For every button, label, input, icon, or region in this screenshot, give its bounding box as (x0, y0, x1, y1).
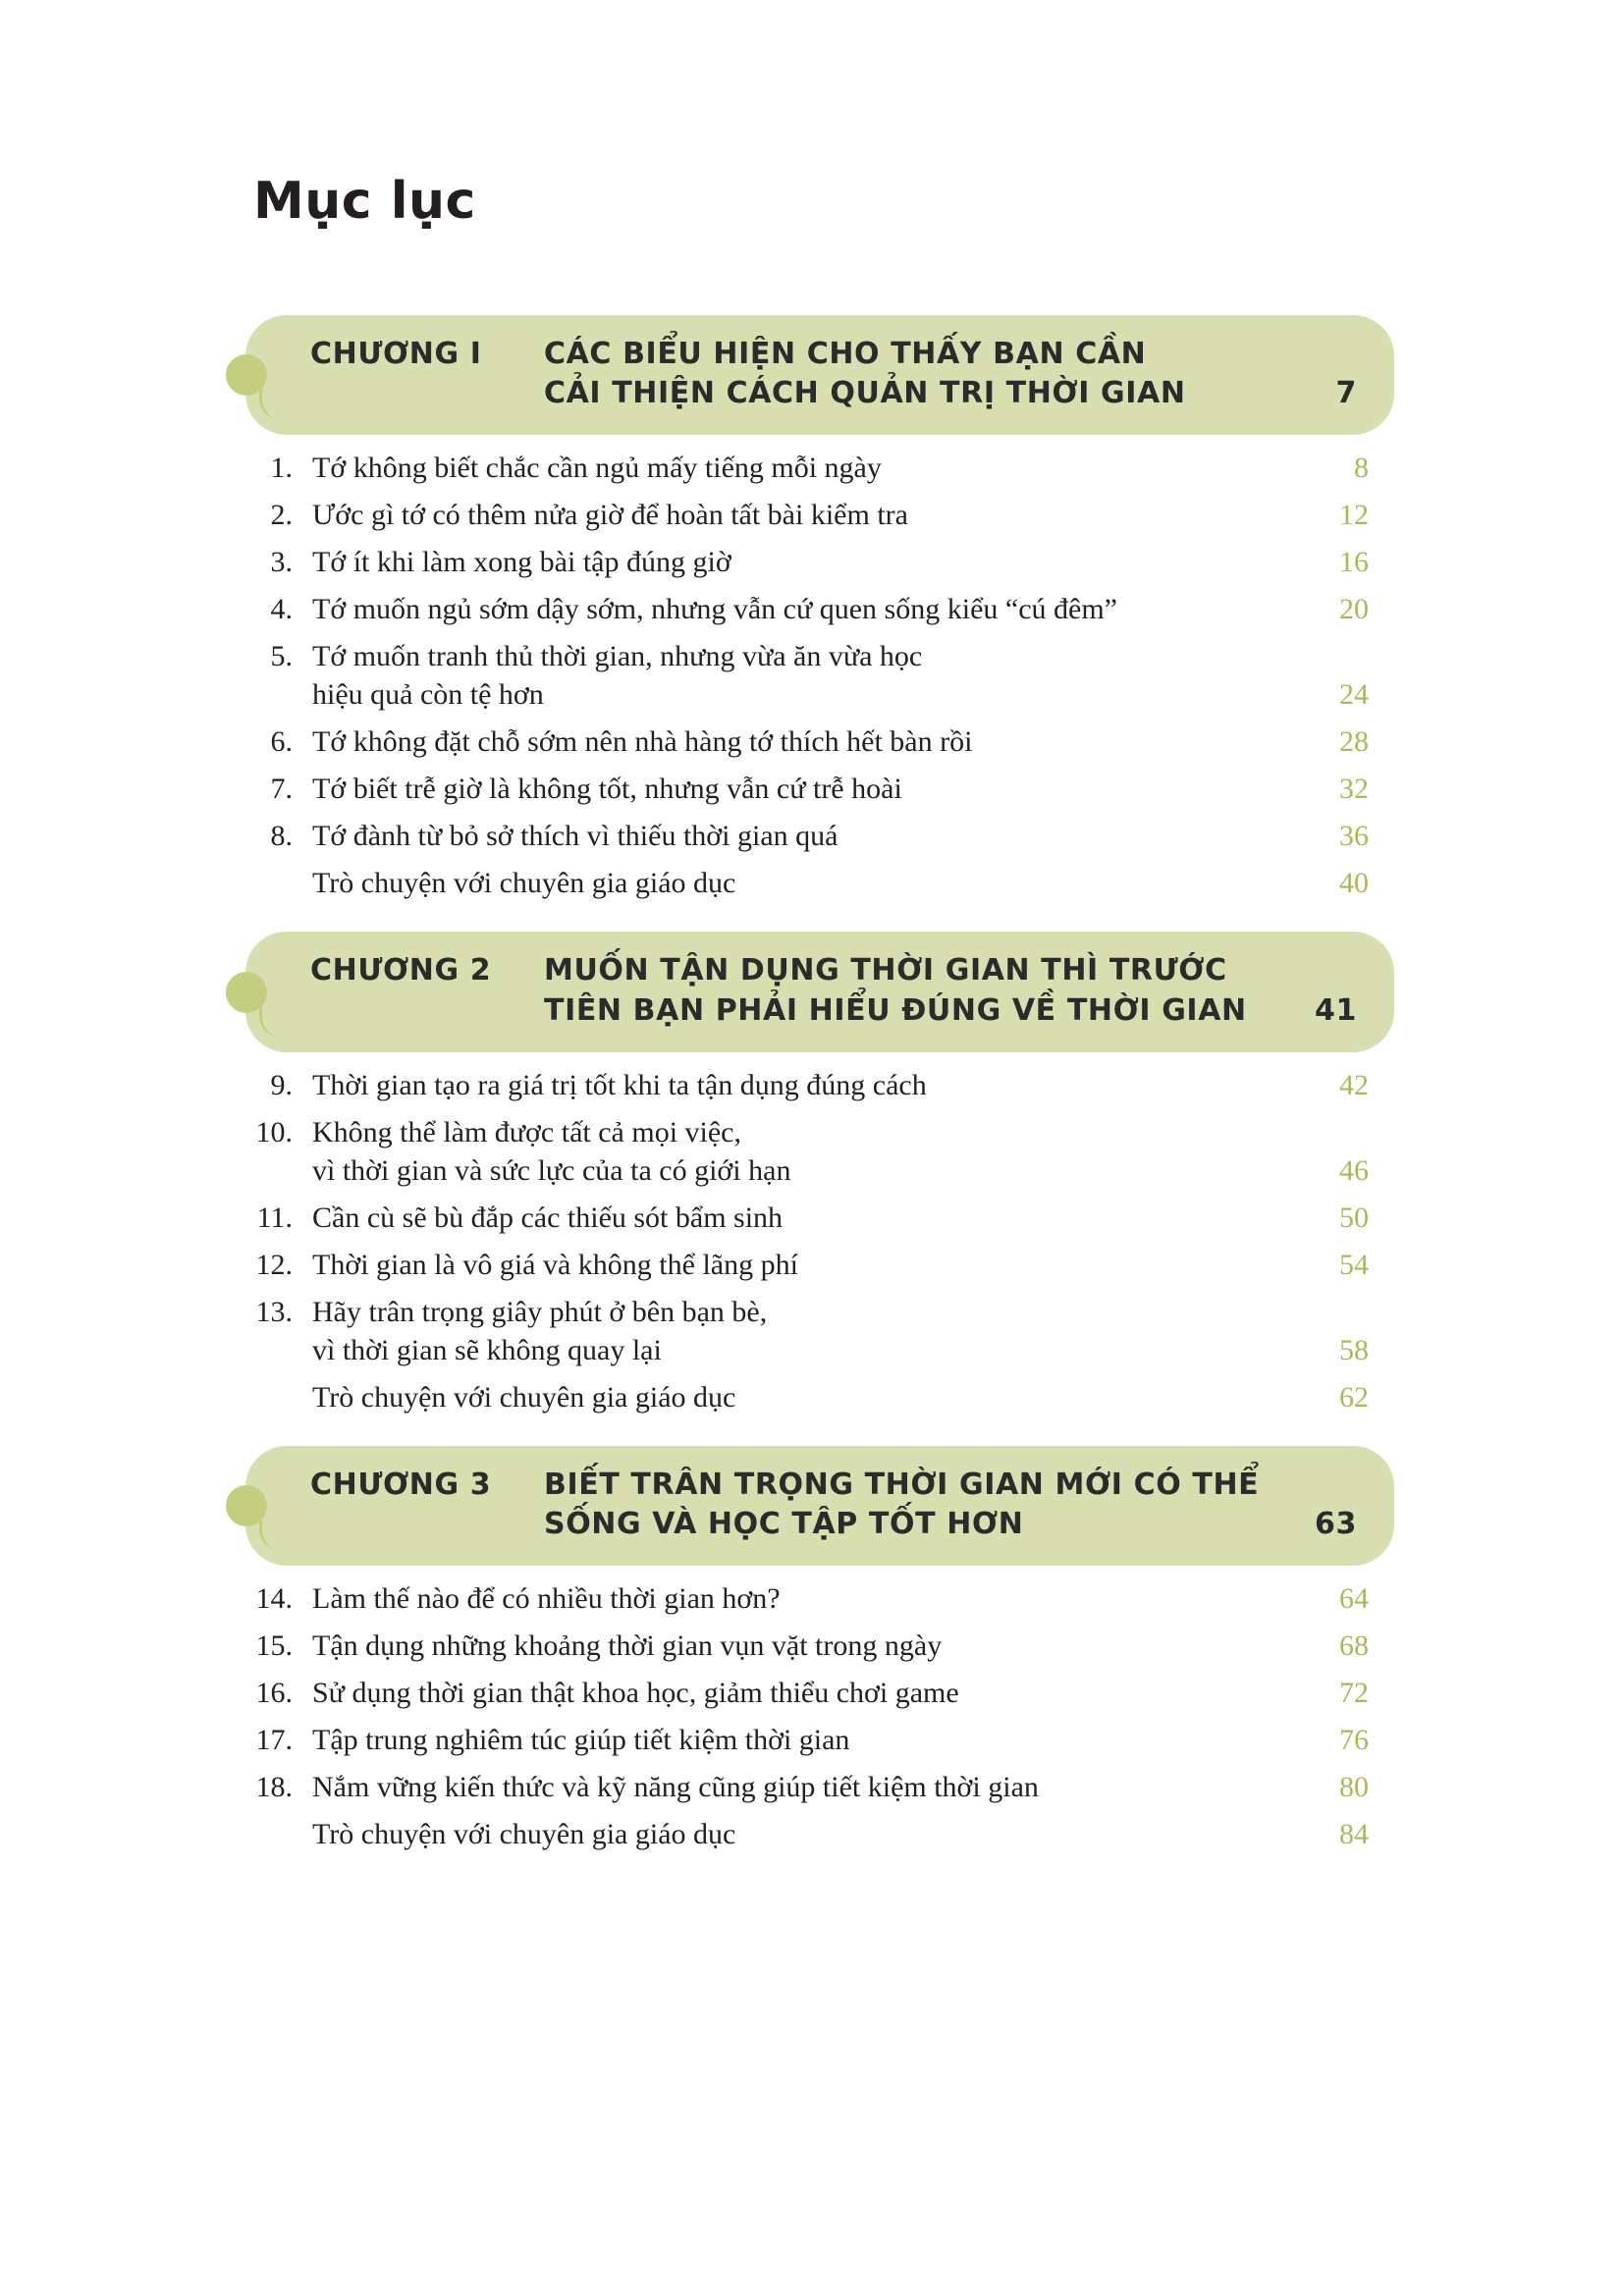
chapter-label: CHƯƠNG 2 (310, 953, 492, 988)
toc-entry[interactable] (236, 817, 1369, 855)
chapter-title (544, 951, 1361, 1030)
entry-title (312, 1199, 1298, 1237)
entry-title-line: Trò chuyện với chuyên gia giáo dục (312, 1380, 736, 1414)
chapter-title-line: BIẾT TRÂN TRỌNG THỜI GIAN MỚI CÓ THỂ (544, 1467, 1260, 1502)
entry-title-line: Tập trung nghiêm túc giúp tiết kiệm thời gian (312, 1724, 850, 1757)
entry-title (312, 1721, 1298, 1759)
entry-title (312, 590, 1298, 628)
entry-number: 2. (270, 499, 293, 532)
entry-page-number: 72 (1339, 1677, 1369, 1710)
entry-title-line: Nắm vững kiến thức và kỹ năng cũng giúp tiết kiệm thời gian (312, 1771, 1039, 1804)
bullet-dot-icon (226, 972, 267, 1013)
entry-number: 13. (255, 1295, 293, 1328)
page-title: Mục lục (253, 172, 476, 231)
entry-title (312, 1113, 1298, 1190)
chapter-page-number: 7 (1335, 376, 1357, 411)
entry-title (312, 1378, 1298, 1416)
bullet-dot-icon (226, 354, 267, 396)
entry-title (312, 1674, 1298, 1712)
entry-page-number: 8 (1354, 452, 1369, 485)
entry-page-number: 24 (1339, 678, 1369, 712)
entry-page-number: 36 (1339, 820, 1369, 853)
chapter-bar[interactable] (245, 1446, 1394, 1566)
chapter-label: CHƯƠNG 3 (310, 1467, 492, 1502)
chapter-row (310, 951, 1361, 1030)
toc-entry[interactable] (236, 1627, 1369, 1665)
entry-number: 17. (255, 1724, 293, 1757)
entry-page-number: 50 (1339, 1201, 1369, 1234)
entry-title-line: Cần cù sẽ bù đắp các thiếu sót bẩm sinh (312, 1201, 784, 1234)
entry-number: 7. (270, 773, 293, 806)
toc-entry[interactable] (236, 1246, 1369, 1284)
entry-page-number: 54 (1339, 1248, 1369, 1281)
chapter-entry-list (236, 1579, 1394, 1853)
entry-number: 1. (270, 452, 293, 485)
entry-title (312, 1579, 1298, 1618)
chapter-title-line: TIÊN BẠN PHẢI HIỂU ĐÚNG VỀ THỜI GIAN (544, 992, 1247, 1028)
chapter-banner[interactable] (236, 315, 1394, 435)
entry-title (312, 864, 1298, 902)
entry-title-line: Tớ đành từ bỏ sở thích vì thiếu thời gian quá (312, 820, 839, 853)
entry-title-line: Tớ ít khi làm xong bài tập đúng giờ (312, 546, 731, 579)
entry-title-line: Tớ không đặt chỗ sớm nên nhà hàng tớ thích hết bàn rồi (312, 725, 973, 759)
entry-page-number: 40 (1339, 867, 1369, 900)
entry-title (312, 1768, 1298, 1806)
toc-content (236, 309, 1394, 1883)
toc-entry[interactable] (236, 1378, 1369, 1416)
entry-title-line: Ước gì tớ có thêm nửa giờ để hoàn tất bài kiểm tra (312, 499, 908, 532)
entry-title (312, 496, 1298, 534)
chapter-banner[interactable] (236, 932, 1394, 1051)
toc-entry[interactable] (236, 1579, 1369, 1618)
chapter-title-line: CÁC BIỂU HIỆN CHO THẤY BẠN CẦN (544, 337, 1147, 371)
toc-entry[interactable] (236, 1815, 1369, 1853)
entry-number: 4. (270, 593, 293, 626)
entry-title (312, 770, 1298, 808)
chapter-entry-list (236, 449, 1394, 902)
chapter-bar[interactable] (245, 932, 1394, 1051)
entry-title-line: Tớ biết trễ giờ là không tốt, nhưng vẫn cứ trễ hoài (312, 773, 902, 806)
entry-page-number: 32 (1339, 773, 1369, 806)
entry-page-number: 20 (1339, 593, 1369, 626)
entry-page-number: 80 (1339, 1771, 1369, 1804)
entry-title (312, 543, 1298, 581)
toc-entry[interactable] (236, 496, 1369, 534)
toc-entry[interactable] (236, 1721, 1369, 1759)
toc-entry[interactable] (236, 1674, 1369, 1712)
entry-page-number: 16 (1339, 546, 1369, 579)
entry-page-number: 12 (1339, 499, 1369, 532)
entry-title-line: Thời gian là vô giá và không thể lãng phí (312, 1248, 798, 1281)
entry-title-line: Tớ không biết chắc cần ngủ mấy tiếng mỗi ngày (312, 452, 882, 485)
toc-entry[interactable] (236, 770, 1369, 808)
entry-number: 6. (270, 725, 293, 759)
entry-title (312, 1293, 1298, 1369)
entry-page-number: 62 (1339, 1380, 1369, 1414)
entry-title-line: Thời gian tạo ra giá trị tốt khi ta tận dụng đúng cách (312, 1068, 927, 1101)
entry-title-line: Làm thế nào để có nhiều thời gian hơn? (312, 1582, 781, 1616)
entry-page-number: 76 (1339, 1724, 1369, 1757)
entry-page-number: 84 (1339, 1818, 1369, 1851)
toc-entry[interactable] (236, 1066, 1369, 1104)
entry-title-line: Tớ muốn tranh thủ thời gian, nhưng vừa ăn vừa học (312, 640, 923, 673)
entry-number: 18. (255, 1771, 293, 1804)
toc-entry[interactable] (236, 1768, 1369, 1806)
entry-number: 11. (256, 1201, 293, 1234)
entry-number: 8. (270, 820, 293, 853)
entry-page-number: 58 (1339, 1333, 1369, 1366)
entry-title (312, 1815, 1298, 1853)
toc-entry[interactable] (236, 543, 1369, 581)
entry-title (312, 722, 1298, 761)
chapter-page-number: 41 (1315, 992, 1357, 1028)
chapter-entry-list (236, 1066, 1394, 1416)
entry-title (312, 637, 1298, 714)
entry-page-number: 64 (1339, 1582, 1369, 1616)
entry-title-line: Tận dụng những khoảng thời gian vụn vặt trong ngày (312, 1629, 943, 1663)
entry-number: 15. (255, 1629, 293, 1663)
entry-page-number: 42 (1339, 1068, 1369, 1101)
entry-title-line: vì thời gian và sức lực của ta có giới hạn (312, 1153, 791, 1187)
entry-number: 12. (255, 1248, 293, 1281)
entry-title (312, 1066, 1298, 1104)
toc-entry[interactable] (236, 637, 1369, 714)
chapter-title (544, 335, 1361, 413)
toc-entry[interactable] (236, 722, 1369, 761)
chapter-banner[interactable] (236, 1446, 1394, 1566)
bullet-dot-icon (226, 1485, 267, 1526)
entry-title (312, 817, 1298, 855)
chapter-title-line: CẢI THIỆN CÁCH QUẢN TRỊ THỜI GIAN (544, 376, 1186, 411)
entry-number: 9. (270, 1068, 293, 1101)
entry-title (312, 1627, 1298, 1665)
entry-title-line: hiệu quả còn tệ hơn (312, 678, 544, 712)
toc-entry[interactable] (236, 864, 1369, 902)
entry-title-line: Trò chuyện với chuyên gia giáo dục (312, 867, 736, 900)
chapter-row (310, 335, 1361, 413)
chapter-title-line: SỐNG VÀ HỌC TẬP TỐT HƠN (544, 1506, 1024, 1541)
entry-number: 10. (255, 1115, 293, 1148)
entry-title-line: Trò chuyện với chuyên gia giáo dục (312, 1818, 736, 1851)
entry-title (312, 1246, 1298, 1284)
entry-number: 5. (270, 640, 293, 673)
entry-number: 16. (255, 1677, 293, 1710)
chapter-title-line: MUỐN TẬN DỤNG THỜI GIAN THÌ TRƯỚC (544, 953, 1227, 988)
entry-number: 3. (270, 546, 293, 579)
entry-page-number: 68 (1339, 1629, 1369, 1663)
toc-entry[interactable] (236, 449, 1369, 487)
entry-number: 14. (255, 1582, 293, 1616)
chapter-row (310, 1466, 1361, 1544)
toc-entry[interactable] (236, 1293, 1369, 1369)
chapter-title (544, 1466, 1361, 1544)
entry-title (312, 449, 1298, 487)
chapter-bar[interactable] (245, 315, 1394, 435)
chapter-label: CHƯƠNG I (310, 337, 482, 371)
entry-title-line: Không thể làm được tất cả mọi việc, (312, 1115, 741, 1148)
toc-entry[interactable] (236, 1113, 1369, 1190)
chapter-page-number: 63 (1315, 1506, 1357, 1541)
entry-page-number: 28 (1339, 725, 1369, 759)
entry-page-number: 46 (1339, 1153, 1369, 1187)
entry-title-line: Hãy trân trọng giây phút ở bên bạn bè, (312, 1295, 768, 1328)
toc-entry[interactable] (236, 1199, 1369, 1237)
entry-title-line: Sử dụng thời gian thật khoa học, giảm thiểu chơi game (312, 1677, 959, 1710)
entry-title-line: Tớ muốn ngủ sớm dậy sớm, nhưng vẫn cứ quen sống kiểu “cú đêm” (312, 593, 1117, 626)
entry-title-line: vì thời gian sẽ không quay lại (312, 1333, 662, 1366)
toc-entry[interactable] (236, 590, 1369, 628)
